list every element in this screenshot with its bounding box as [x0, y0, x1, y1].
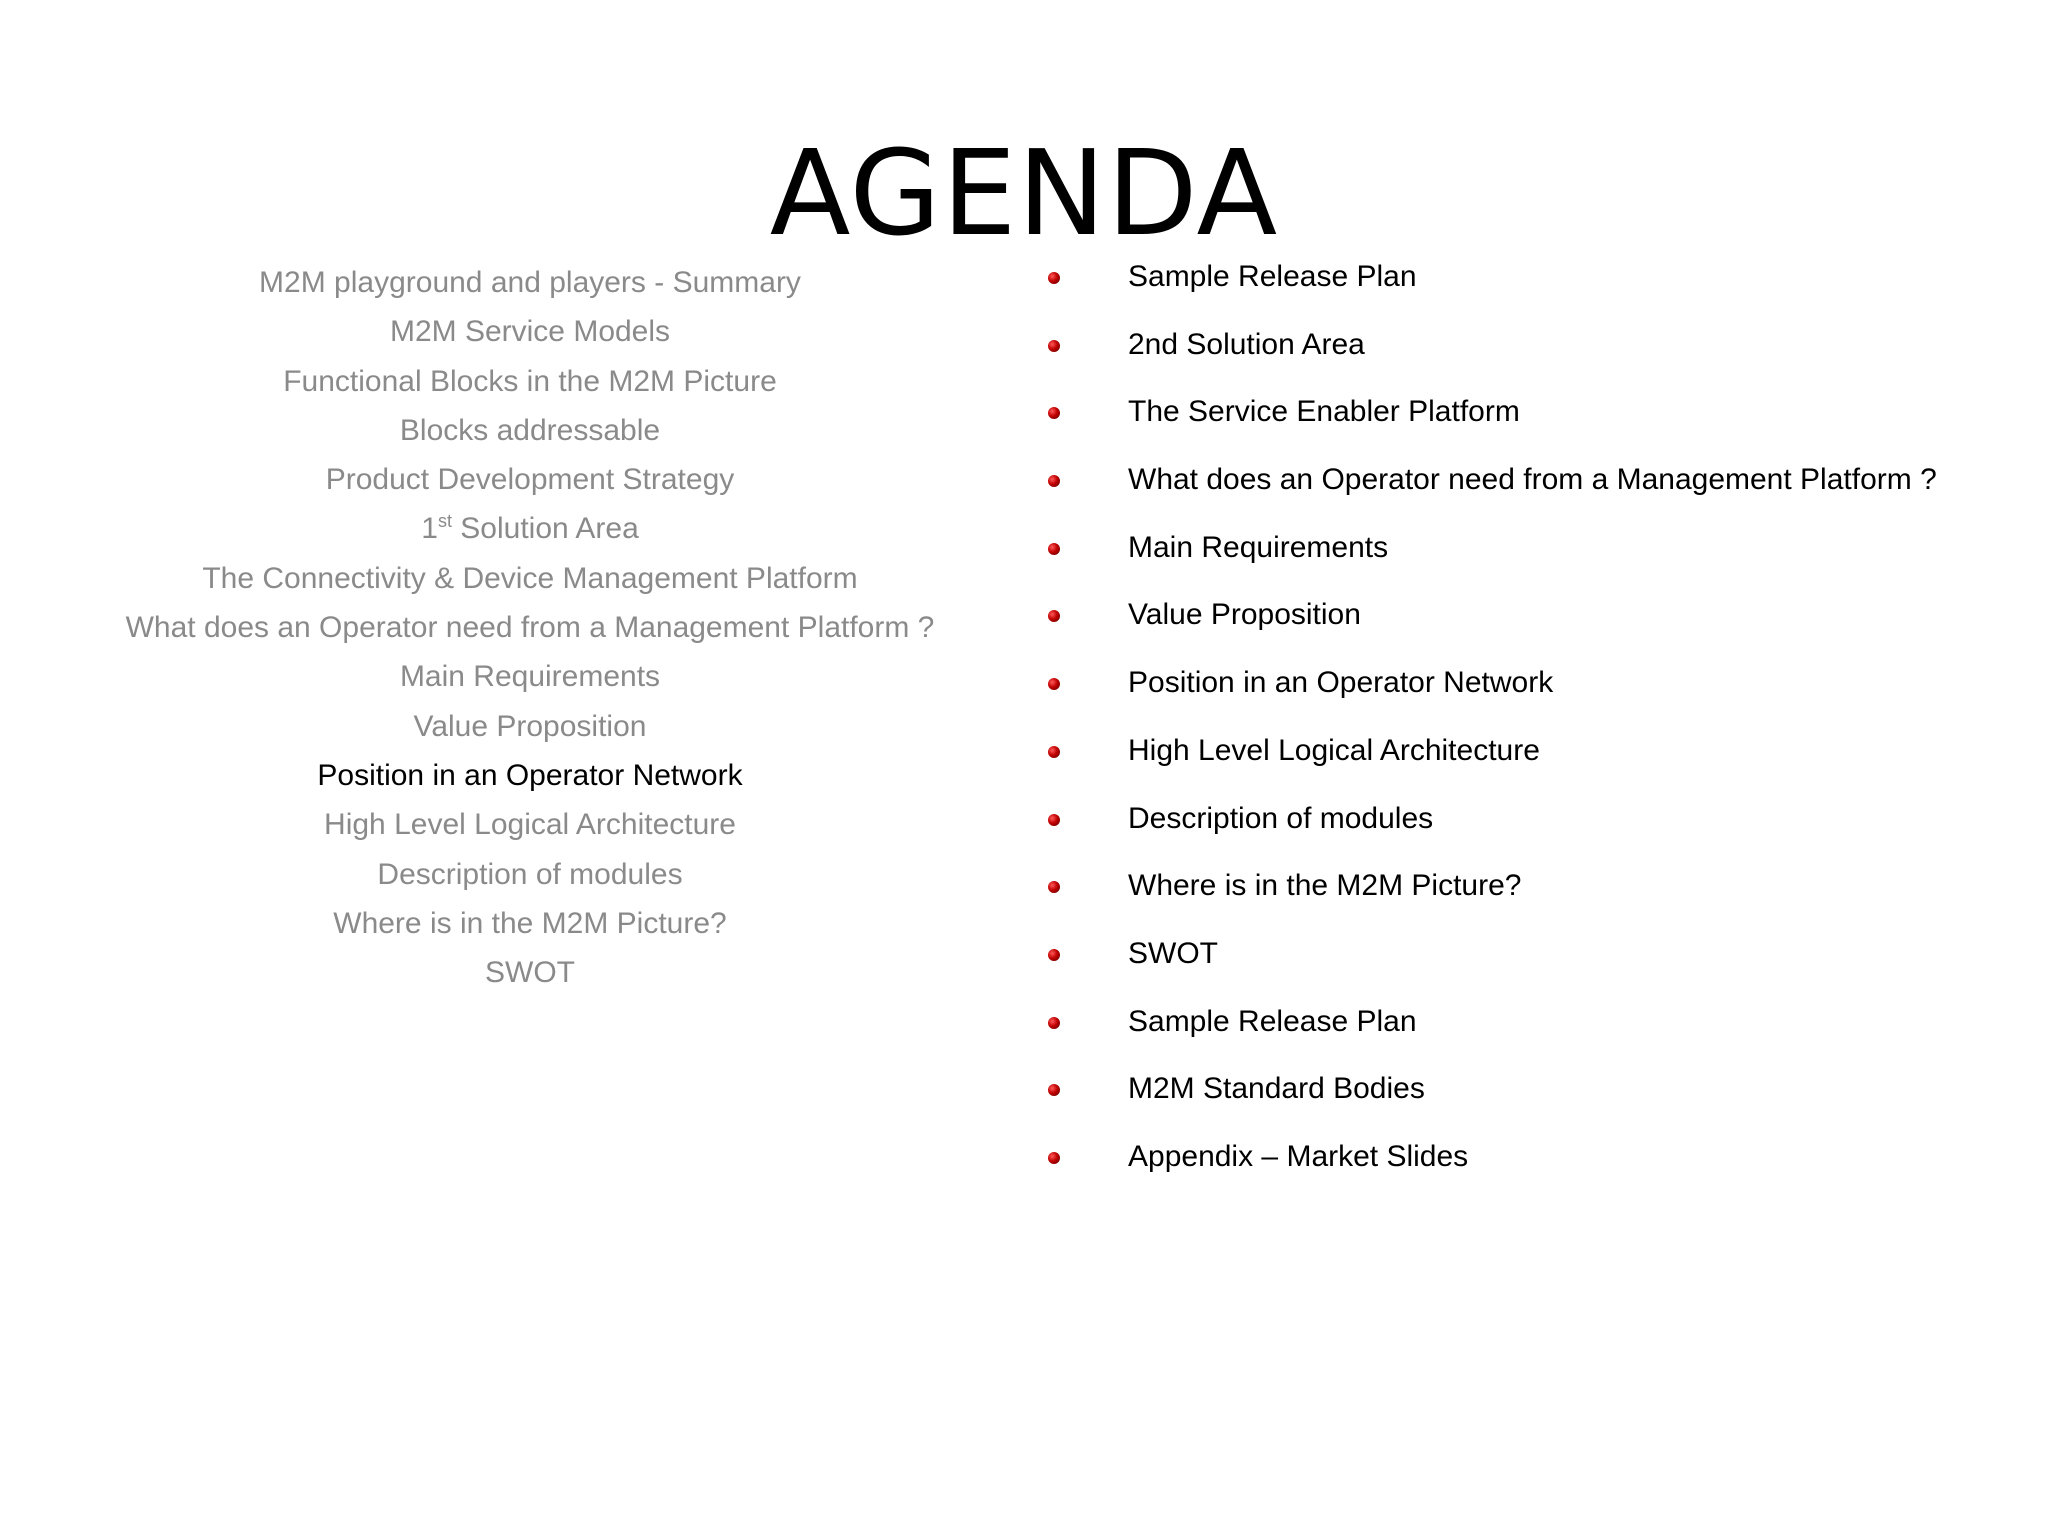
ordinal-number: 1: [421, 512, 438, 546]
right-agenda-item: [1048, 250, 2028, 318]
red-dot-bullet-icon: [1048, 272, 1060, 284]
left-agenda-item: High Level Logical Architecture: [324, 808, 736, 842]
red-dot-bullet-icon: [1048, 543, 1060, 555]
right-agenda-item-text: Description of modules: [1128, 801, 1434, 835]
red-dot-bullet-icon: [1048, 814, 1060, 826]
right-agenda-item-text: M2M Standard Bodies: [1128, 1072, 1425, 1106]
left-agenda-item: Value Proposition: [413, 709, 647, 743]
right-agenda-item: [1048, 318, 2028, 386]
red-dot-bullet-icon: [1048, 746, 1060, 758]
right-agenda-item: [1048, 724, 2028, 792]
left-agenda-item-active: Position in an Operator Network: [317, 758, 743, 792]
right-agenda-item: [1048, 859, 2028, 927]
right-agenda-item: [1048, 927, 2028, 995]
red-dot-bullet-icon: [1048, 881, 1060, 893]
red-dot-bullet-icon: [1048, 1017, 1060, 1029]
left-agenda-item: M2M playground and players - Summary: [259, 266, 801, 299]
left-agenda-item: Product Development Strategy: [325, 463, 735, 497]
right-agenda-item-text: Value Proposition: [1128, 598, 1361, 632]
red-dot-bullet-icon: [1048, 678, 1060, 690]
right-agenda-item: [1048, 995, 2028, 1063]
left-agenda-item: [90, 504, 970, 553]
right-agenda-item: [1048, 1130, 2028, 1198]
red-dot-bullet-icon: [1048, 340, 1060, 352]
red-dot-bullet-icon: [1048, 407, 1060, 419]
right-agenda-item: [1048, 453, 2028, 521]
right-agenda-item-text: SWOT: [1128, 936, 1218, 970]
right-agenda-list: [1048, 250, 2028, 1198]
right-agenda-item: [1048, 385, 2028, 453]
left-agenda-item: Description of modules: [377, 857, 683, 891]
left-agenda-item: Where is in the M2M Picture?: [333, 906, 727, 940]
left-agenda-item: M2M Service Models: [389, 315, 671, 349]
right-agenda-item-text: Position in an Operator Network: [1128, 666, 1554, 700]
left-agenda-list: [90, 258, 970, 997]
right-agenda-item: [1048, 656, 2028, 724]
left-agenda-item: Main Requirements: [399, 660, 661, 694]
right-agenda-item-text: The Service Enabler Platform: [1128, 395, 1520, 429]
right-agenda-item: [1048, 792, 2028, 860]
right-agenda-item-text: Main Requirements: [1128, 530, 1389, 564]
red-dot-bullet-icon: [1048, 475, 1060, 487]
red-dot-bullet-icon: [1048, 610, 1060, 622]
red-dot-bullet-icon: [1048, 949, 1060, 961]
left-agenda-item-text: Solution Area: [451, 512, 639, 546]
left-agenda-item: What does an Operator need from a Management Platform ?: [125, 611, 935, 645]
right-agenda-item: [1048, 588, 2028, 656]
right-agenda-item-text: What does an Operator need from a Management Platform ?: [1128, 463, 1937, 497]
slide-title: AGENDA: [769, 124, 1279, 262]
right-agenda-item-text: Sample Release Plan: [1128, 1004, 1417, 1038]
right-agenda-item-text: Appendix – Market Slides: [1128, 1139, 1469, 1173]
left-agenda-item: The Connectivity & Device Management Platform: [202, 561, 858, 595]
right-agenda-item-text: Sample Release Plan: [1128, 260, 1417, 293]
left-agenda-item: Functional Blocks in the M2M Picture: [283, 364, 777, 398]
left-agenda-item: SWOT: [485, 956, 575, 990]
right-agenda-item-text: Where is in the M2M Picture?: [1128, 869, 1522, 903]
right-agenda-item: [1048, 521, 2028, 589]
right-agenda-item-text: 2nd Solution Area: [1128, 327, 1365, 361]
red-dot-bullet-icon: [1048, 1084, 1060, 1096]
right-agenda-item-text: High Level Logical Architecture: [1128, 733, 1540, 767]
red-dot-bullet-icon: [1048, 1152, 1060, 1164]
ordinal-suffix: st: [437, 511, 452, 532]
left-agenda-item: Blocks addressable: [399, 413, 661, 447]
right-agenda-item: [1048, 1062, 2028, 1130]
